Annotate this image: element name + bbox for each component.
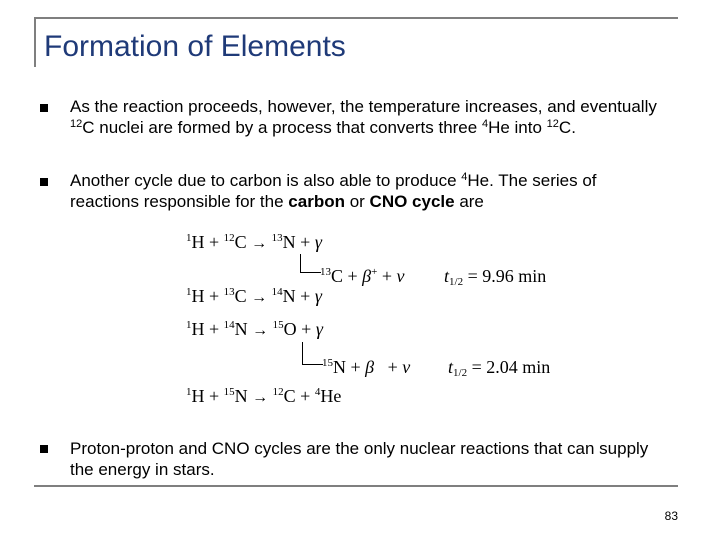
slide-title: Formation of Elements — [44, 30, 346, 63]
reaction-2: $^{13}$C + β+ + ν — [320, 266, 405, 286]
bullet-marker-2 — [40, 178, 48, 186]
bullet-marker-3 — [40, 445, 48, 453]
reaction-5: $^{15}$N + β + ν — [322, 357, 411, 377]
reaction-6: $^1$H + $^{15}$N → $^{12}$C + $^4$He — [186, 386, 342, 406]
title-frame-left — [34, 17, 36, 67]
half-life-1: $t_{1/2} = 9.96$ min — [444, 266, 547, 288]
footer-divider — [34, 485, 678, 487]
reaction-4: $^1$H + $^{14}$N → $^{15}$O + γ — [186, 319, 323, 339]
reaction-1: $^1$H + $^{12}$C → $^{13}$N + γ — [186, 232, 322, 252]
reaction-3: $^1$H + $^{13}$C → $^{14}$N + γ — [186, 286, 322, 306]
page-number: 83 — [664, 509, 678, 523]
bullet-text-1: As the reaction proceeds, however, the temperature increases, and eventually $^{12}$C nuclei are formed by a process that converts three $^4$He into $^{12}$C. — [70, 97, 657, 137]
bullet-text-3: Proton-proton and CNO cycles are the only nuclear reactions that can supply the energy in stars. — [70, 439, 649, 479]
title-frame-top — [34, 17, 678, 19]
bullet-text-2: Another cycle due to carbon is also able to produce $^4$He. The series of reactions responsible for the carbon or CNO cycle are — [70, 171, 597, 211]
decay-arrow-1 — [300, 254, 321, 273]
decay-arrow-2 — [302, 342, 323, 365]
half-life-2: $t_{1/2} = 2.04$ min — [448, 357, 551, 379]
bullet-marker-1 — [40, 104, 48, 112]
